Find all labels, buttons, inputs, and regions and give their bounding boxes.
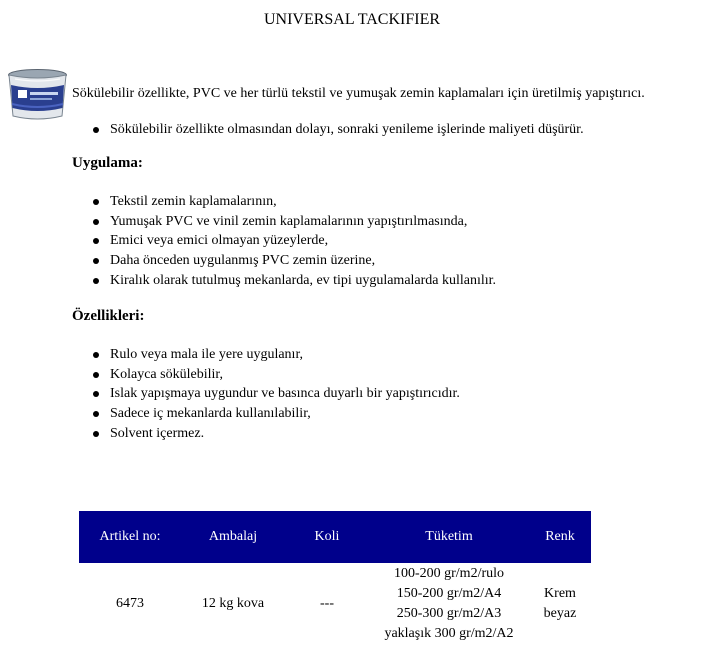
- uygulama-heading: Uygulama:: [72, 155, 143, 171]
- list-item: Daha önceden uygulanmış PVC zemin üzerine,: [90, 251, 496, 271]
- uygulama-list: [90, 192, 496, 290]
- list-item: Kolayca sökülebilir,: [90, 365, 460, 385]
- renk-line: beyaz: [543, 606, 577, 621]
- header-koli: Koli: [285, 511, 369, 563]
- list-item: Islak yapışmaya uygundur ve basınca duyarlı bir yapıştırıcıdır.: [90, 384, 460, 404]
- adhesive-bucket-icon: [6, 68, 69, 122]
- intro-bullet-list: [90, 120, 584, 140]
- list-item: Sökülebilir özellikte olmasından dolayı, sonraki yenileme işlerinde maliyeti düşürür.: [90, 120, 584, 140]
- cell-renk: [529, 563, 591, 645]
- tuketim-line: 100-200 gr/m2/rulo: [393, 566, 505, 581]
- tuketim-line: 150-200 gr/m2/A4: [396, 586, 502, 601]
- header-ambalaj: Ambalaj: [181, 511, 285, 563]
- renk-line: Krem: [544, 586, 576, 601]
- cell-tuketim: [369, 563, 529, 645]
- list-item: Rulo veya mala ile yere uygulanır,: [90, 345, 460, 365]
- table-row: [79, 563, 591, 645]
- intro-text: Sökülebilir özellikte, PVC ve her türlü tekstil ve yumuşak zemin kaplamaları için üretilmiş yapıştırıcı.: [72, 86, 645, 101]
- cell-koli: ---: [320, 596, 334, 611]
- ozellikler-heading: Özellikleri:: [72, 308, 145, 324]
- page-title: UNIVERSAL TACKIFIER: [263, 11, 441, 28]
- list-item: Yumuşak PVC ve vinil zemin kaplamalarının yapıştırılmasında,: [90, 212, 496, 232]
- header-renk: Renk: [529, 511, 591, 563]
- list-item: Tekstil zemin kaplamalarının,: [90, 192, 496, 212]
- list-item: Sadece iç mekanlarda kullanılabilir,: [90, 404, 460, 424]
- list-item: Solvent içermez.: [90, 424, 460, 444]
- cell-ambalaj: 12 kg kova: [201, 596, 265, 611]
- list-item: Emici veya emici olmayan yüzeylerde,: [90, 231, 496, 251]
- tuketim-line: 250-300 gr/m2/A3: [396, 606, 502, 621]
- header-artikel: Artikel no:: [79, 511, 181, 563]
- table-header-row: [79, 511, 591, 563]
- list-item: Kiralık olarak tutulmuş mekanlarda, ev tipi uygulamalarda kullanılır.: [90, 271, 496, 291]
- header-tuketim: Tüketim: [369, 511, 529, 563]
- cell-artikel: 6473: [116, 596, 144, 611]
- tuketim-line: yaklaşık 300 gr/m2/A2: [384, 626, 514, 641]
- product-spec-table: [79, 511, 591, 645]
- ozellikler-list: [90, 345, 460, 443]
